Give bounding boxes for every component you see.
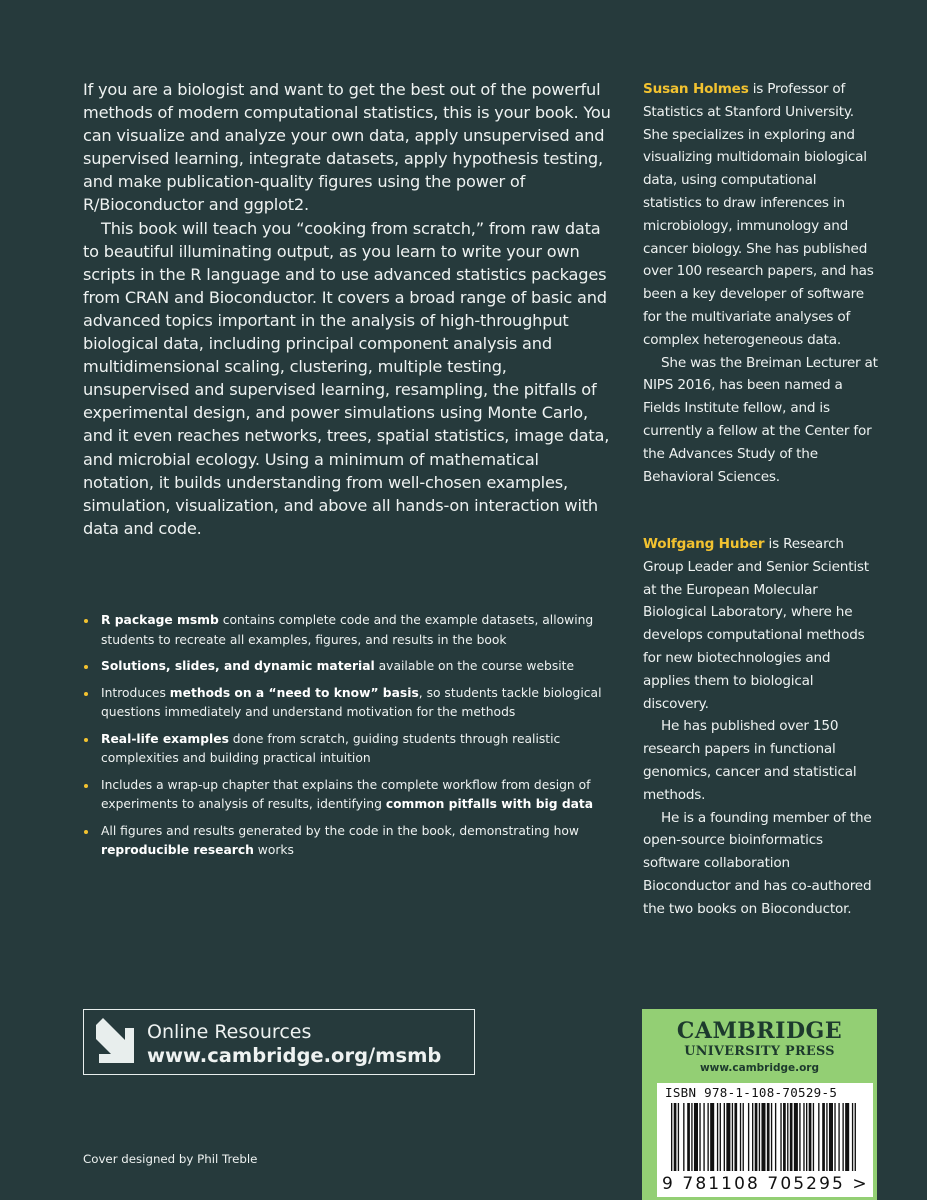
barcode-graphic [671, 1103, 861, 1173]
barcode-bar [780, 1103, 781, 1171]
barcode-bar [724, 1103, 725, 1171]
barcode-bar [803, 1103, 804, 1171]
barcode-bar [720, 1103, 721, 1171]
barcode-bar [691, 1103, 692, 1171]
barcode-bar [775, 1103, 776, 1171]
barcode-bar [717, 1103, 718, 1171]
publisher-block [642, 1009, 877, 1200]
barcode-bar [838, 1103, 839, 1171]
barcode-bar [842, 1103, 843, 1171]
barcode-bar [855, 1103, 856, 1171]
resources-title: Online Resources [147, 1021, 312, 1043]
feature-item: Solutions, slides, and dynamic material available on the course website [83, 657, 623, 677]
barcode-bar [748, 1103, 749, 1171]
author-bio-huber [643, 533, 878, 921]
barcode-bar [683, 1103, 684, 1171]
barcode-bar [829, 1103, 833, 1171]
publisher-url: www.cambridge.org [699, 1062, 819, 1074]
barcode-bar [726, 1103, 730, 1171]
feature-item: R package msmb contains complete code and the example datasets, allowing students to recreate all examples, figures, and results in the book [83, 611, 623, 650]
barcode-bar [740, 1103, 741, 1171]
barcode-bar [678, 1103, 679, 1171]
barcode-bar [699, 1103, 700, 1171]
bio-paragraph: He has published over 150 research papers in functional genomics, cancer and statistical methods. [643, 718, 857, 803]
barcode-bar [794, 1103, 798, 1171]
feature-item: Includes a wrap-up chapter that explains the complete workflow from design of experiments to analysis of results, identifying common pitfalls with big data [83, 776, 623, 815]
barcode-bar [674, 1103, 677, 1171]
barcode-bar [761, 1103, 765, 1171]
feature-item: All figures and results generated by the code in the book, demonstrating how reproducible research works [83, 822, 623, 861]
feature-item: Real-life examples done from scratch, guiding students through realistic complexities and building practical intuition [83, 730, 623, 769]
barcode-bar [834, 1103, 835, 1171]
barcode-bar [822, 1103, 825, 1171]
bio-paragraph: He is a founding member of the open-source bioinformatics software collaboration Bioconductor and has co-authored the two books on Bioconductor. [643, 809, 872, 917]
barcode-bar [767, 1103, 770, 1171]
barcode-bar [818, 1103, 819, 1171]
barcode-bar [813, 1103, 814, 1171]
barcode-bar [694, 1103, 698, 1171]
feature-list [83, 611, 623, 868]
barcode-bar [826, 1103, 827, 1171]
bio-paragraph: Susan Holmes is Professor of Statistics at Stanford University. She specializes in exploring and visualizing multidomain biological data, using computational statistics to draw inferences in microbiology, immunology and cancer biology. She has published over 100 research papers, and has been a key developer of software for the multivariate analyses of complex heterogeneous data. [643, 81, 874, 348]
barcode-bar [852, 1103, 853, 1171]
book-description [83, 78, 613, 540]
barcode-bar [707, 1103, 708, 1171]
description-paragraph-2: This book will teach you “cooking from scratch,” from raw data to beautiful illuminating output, as you learn to write your own scripts in the R language and to use advanced statistics packages from CRAN and Bioconductor. It covers a broad range of basic and advanced topics important in the analysis of high-throughput biological data, including principal component analysis and multidimensional scaling, clustering, multiple testing, unsupervised and supervised learning, resampling, the pitfalls of experimental design, and power simulations using Monte Carlo, and it even reaches networks, trees, spatial statistics, image data, and microbial ecology. Using a minimum of mathematical notation, it builds understanding from well-chosen examples, simulation, visualization, and above all hands-on interaction with data and code. [83, 218, 610, 538]
barcode-bar [687, 1103, 690, 1171]
bio-paragraph: She was the Breiman Lecturer at NIPS 2016, has been named a Fields Institute fellow, and is currently a fellow at the Center for the Advances Study of the Behavioral Sciences. [643, 354, 878, 485]
barcode-bar [703, 1103, 704, 1171]
barcode-bar [743, 1103, 744, 1171]
arrow-down-right-icon [94, 1018, 136, 1066]
barcode-bar [734, 1103, 737, 1171]
barcode-bar [845, 1103, 849, 1171]
description-paragraph-1: If you are a biologist and want to get the best out of the powerful methods of modern computational statistics, this is your book. You can visualize and analyze your own data, apply unsupervised and supervised learning, integrate datasets, apply hypothesis testing, and make publication-quality figures using the power of R/Bioconductor and ggplot2. [83, 80, 611, 215]
barcode-bar [783, 1103, 786, 1171]
barcode-bar [732, 1103, 733, 1171]
barcode-bar [755, 1103, 758, 1171]
barcode-panel [657, 1083, 873, 1197]
author-name: Wolfgang Huber [643, 536, 765, 552]
barcode-bar [771, 1103, 772, 1171]
isbn-text: ISBN 978-1-108-70529-5 [665, 1085, 838, 1100]
barcode-bar [759, 1103, 760, 1171]
feature-item: Introduces methods on a “need to know” basis, so students tackle biological questions immediately and understand motivation for the methods [83, 684, 623, 723]
barcode-bar [787, 1103, 788, 1171]
barcode-bar [806, 1103, 807, 1171]
online-resources-box[interactable] [83, 1009, 475, 1075]
barcode-bar [809, 1103, 812, 1171]
author-bio-holmes [643, 78, 878, 488]
publisher-subname: UNIVERSITY PRESS [684, 1044, 835, 1059]
barcode-digits: 9 781108 705295 > [662, 1174, 869, 1194]
barcode-bar [671, 1103, 672, 1171]
author-name: Susan Holmes [643, 81, 749, 97]
bio-paragraph: Wolfgang Huber is Research Group Leader and Senior Scientist at the European Molecular Biological Laboratory, where he develops computational methods for new biotechnologies and applies them to biological discovery. [643, 536, 869, 712]
publisher-name: CAMBRIDGE [676, 1018, 843, 1044]
barcode-bar [710, 1103, 714, 1171]
cover-credit: Cover designed by Phil Treble [83, 1152, 258, 1166]
barcode-bar [752, 1103, 753, 1171]
resources-url[interactable]: www.cambridge.org/msmb [147, 1044, 442, 1067]
barcode-bar [790, 1103, 793, 1171]
barcode-bar [799, 1103, 800, 1171]
